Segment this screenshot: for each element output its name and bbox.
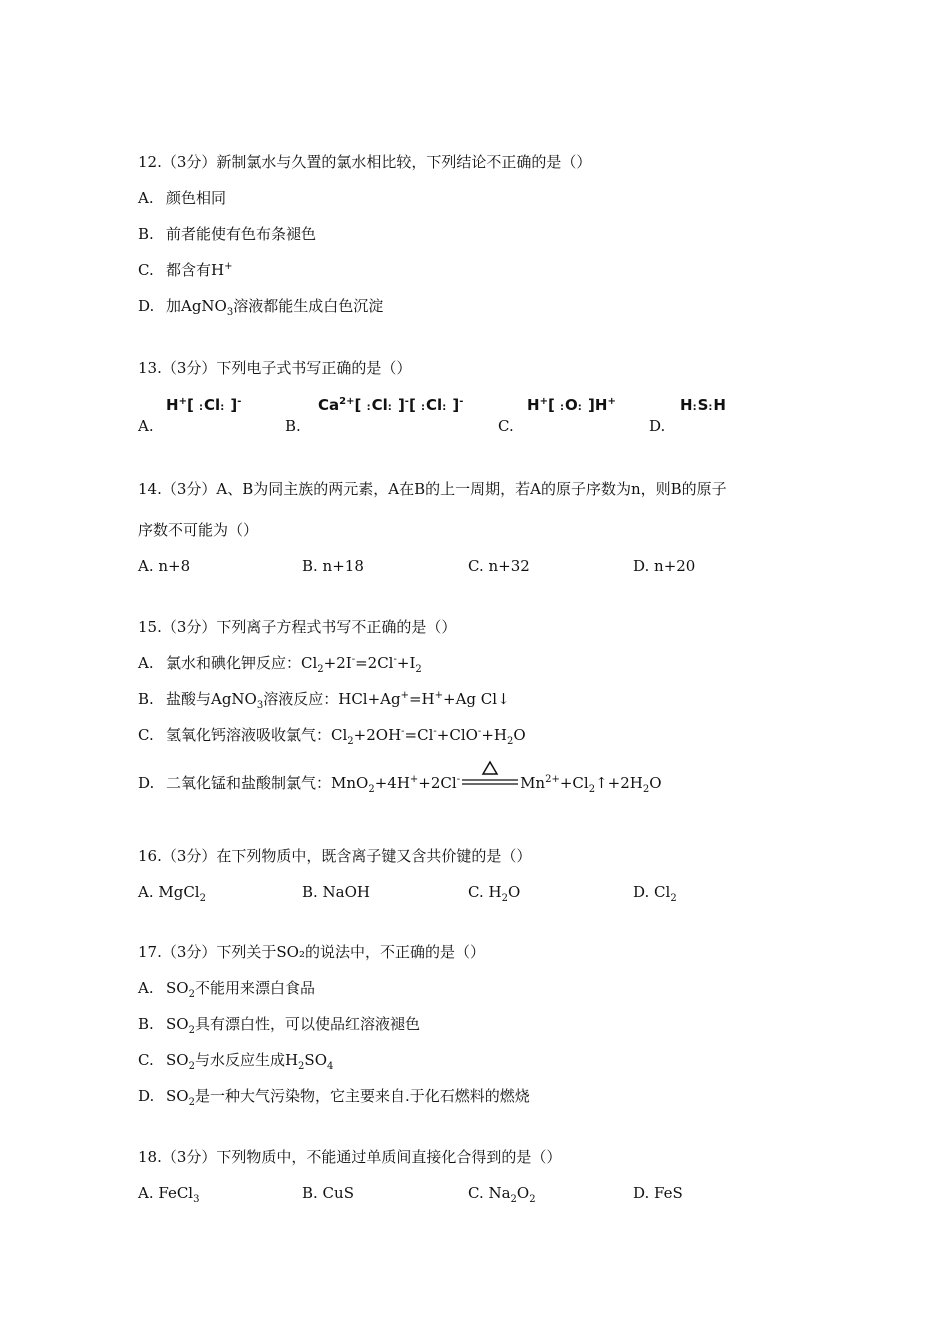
q13-stem: 13.（3分）下列电子式书写正确的是（） [138, 359, 412, 377]
q13-option-c-structure: H+[ :O: ]H+ [527, 396, 616, 414]
q17-stem: 17.（3分）下列关于SO₂的说法中，不正确的是（） [138, 943, 485, 961]
q16-option-b: B. NaOH [302, 883, 371, 901]
q15-option-b: B. 盐酸与AgNO$_3$溶液反应：HCl+Ag+=H++Ag Cl↓ [138, 690, 510, 711]
q13-option-b-label: B. [285, 417, 301, 435]
q17-option-a: A. $SO_2$不能用来漂白食品 [138, 979, 315, 1000]
q16-option-a: A. MgCl$_2$ [138, 883, 206, 904]
q13-option-b-structure: $Ca^{2+}$[ :Cl: ]-[ :Cl: ]- [318, 396, 464, 414]
q13-option-a-structure: H+[ :Cl: ]- [166, 396, 242, 414]
q15-option-a: A. 氯水和碘化钾反应：$Cl_2+2I^-=2Cl^-+I_2$ [138, 654, 422, 675]
q18-option-a: A. FeCl$_3$ [138, 1184, 200, 1205]
q18-option-d: D. FeS [633, 1184, 683, 1202]
q12-option-c: C. 都含有H+ [138, 261, 233, 279]
q16-option-c: C. $H_2O$ [468, 883, 521, 904]
q12-stem: 12.（3分）新制氯水与久置的氯水相比较，下列结论不正确的是（） [138, 153, 592, 171]
q18-option-c: C. $Na_2O_2$ [468, 1184, 536, 1205]
q18-option-b: B. CuS [302, 1184, 354, 1202]
q16-option-d: D. $Cl_2$ [633, 883, 677, 904]
q12-option-d: D. 加AgNO$_3$溶液都能生成白色沉淀 [138, 297, 384, 318]
heating-arrow-icon [460, 774, 520, 794]
q15-stem: 15.（3分）下列离子方程式书写不正确的是（） [138, 618, 457, 636]
q15-option-d: D. 二氧化锰和盐酸制氯气：MnO$_2$+4H++2Cl- $Mn^{2+}+Cl_2↑+2H_2O$ [138, 773, 662, 794]
q12-option-a: A. 颜色相同 [138, 189, 227, 207]
q14-option-d: D. n+20 [633, 557, 696, 575]
q13-option-d-label: D. [649, 417, 666, 435]
q12-option-b: B. 前者能使有色布条褪色 [138, 225, 317, 243]
q17-option-c: C. $SO_2$与水反应生成$H_2SO_4$ [138, 1051, 334, 1072]
q18-stem: 18.（3分）下列物质中，不能通过单质间直接化合得到的是（） [138, 1148, 562, 1166]
q16-stem: 16.（3分）在下列物质中，既含离子键又含共价键的是（） [138, 847, 532, 865]
q13-option-a-label: A. [138, 417, 154, 435]
q13-option-c-label: C. [498, 417, 514, 435]
q14-stem-line2: 序数不可能为（） [138, 521, 259, 539]
q14-option-b: B. n+18 [302, 557, 364, 575]
q17-option-d: D. $SO_2$是一种大气污染物，它主要来自.于化石燃料的燃烧 [138, 1087, 530, 1108]
q15-option-c: C. 氢氧化钙溶液吸收氯气：$Cl_2+2OH^-=Cl^-+ClO^-+H_2O$ [138, 726, 526, 747]
q14-stem-line1: 14.（3分）A、B为同主族的两元素，A在B的上一周期，若A的原子序数为n，则B的原子 [138, 480, 727, 498]
q17-option-b: B. $SO_2$具有漂白性，可以使品红溶液褪色 [138, 1015, 420, 1036]
q14-option-c: C. n+32 [468, 557, 530, 575]
q14-option-a: A. n+8 [138, 557, 191, 575]
q13-option-d-structure: H:S:H [680, 396, 726, 414]
